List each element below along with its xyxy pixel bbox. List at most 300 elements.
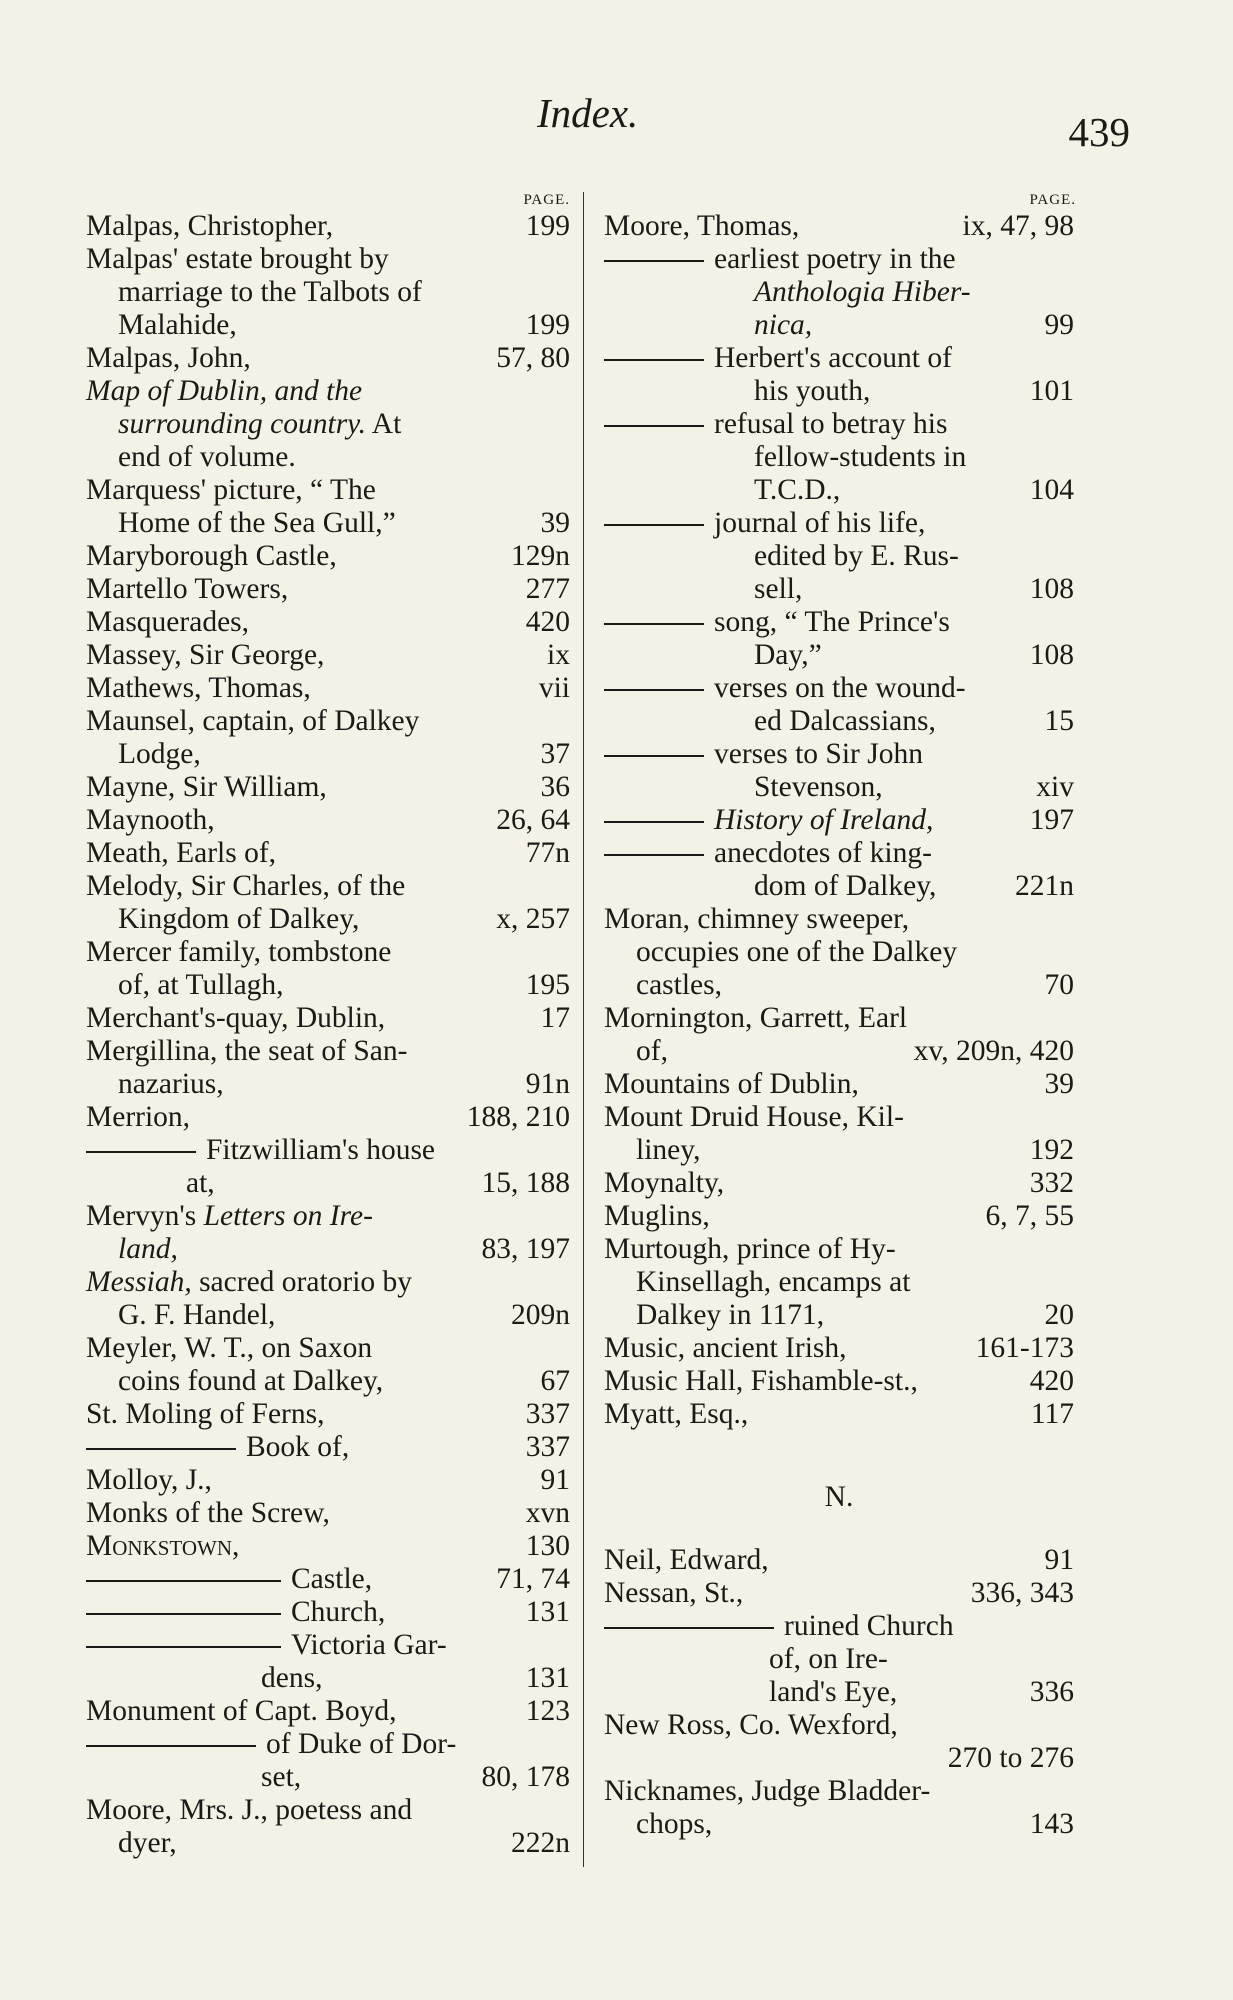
entry-text [86,1695,397,1727]
entry-text [86,1728,456,1760]
entry-text [86,1629,447,1661]
entry-text-part: Fitzwilliam's house [206,1134,436,1166]
page-reference: 420 [525,606,570,638]
entry-text-part: Muglins, [604,1200,710,1232]
entry-text-part: Church, [291,1596,386,1628]
entry-text [604,276,971,308]
entry-text [604,1808,712,1840]
page-reference: xvn [525,1497,570,1529]
entry-text-part: of, at Tullagh, [118,969,284,1001]
page-reference: 99 [1044,309,1074,341]
entry-text [604,1167,724,1199]
page-reference: 161-173 [975,1332,1074,1364]
entry-text [604,1101,904,1133]
entry-text-part: Molloy, J., [86,1464,212,1496]
entry-text [86,1332,372,1364]
ditto-dash [604,821,704,823]
index-entry-line [86,1563,570,1596]
page-reference: 39 [540,507,570,539]
entry-text-part: Marquess' picture, “ The [86,474,376,506]
entry-text-part: occupies one of the Dalkey [636,936,958,968]
entry-text-part: Moore, Thomas, [604,210,800,242]
index-entry-line [86,1827,570,1860]
entry-text-part: land, [118,1233,178,1265]
entry-text-part: of, on Ire- [769,1643,888,1675]
ditto-dash [604,359,704,361]
entry-text-part: Music Hall, Fishamble-st., [604,1365,918,1397]
index-entry-line [86,672,570,705]
index-entry-line [86,540,570,573]
index-entry-line [86,804,570,837]
entry-text-part: land's Eye, [769,1676,898,1708]
index-entry-line [604,705,1074,738]
entry-text-part: Herbert's account of [714,342,952,374]
ditto-dash [86,1745,256,1747]
index-entry-line [604,837,1074,870]
entry-text-part: castles, [636,969,723,1001]
index-entry-line [86,639,570,672]
entry-text-part: Stevenson, [754,771,883,803]
entry-text-part: Nicknames, Judge Bladder- [604,1775,931,1807]
entry-text-part: nica, [754,309,813,341]
index-entry-line [86,1596,570,1629]
index-entry-line [604,1167,1074,1200]
entry-text-part: Meath, Earls of, [86,837,277,869]
page-reference: 57, 80 [496,342,570,374]
index-entry-line [86,441,570,474]
page-reference: 337 [525,1398,570,1430]
entry-text-part: Maunsel, captain, of Dalkey [86,705,420,737]
index-entry-line [86,771,570,804]
index-entry-line [86,1398,570,1431]
entry-text-part: earliest poetry in the [714,243,956,275]
entry-text [86,309,237,341]
entry-text-part: refusal to betray his [714,408,948,440]
ditto-dash [604,1627,774,1629]
entry-text [604,639,822,671]
entry-text [604,309,812,341]
entry-text [604,1544,769,1576]
page-reference: 332 [1029,1167,1074,1199]
page-reference: 67 [540,1365,570,1397]
entry-text [604,1643,888,1675]
index-entry-line [86,1266,570,1299]
index-entry-line [604,738,1074,771]
entry-text-part: surrounding country. [118,408,367,440]
page-reference: 199 [525,210,570,242]
page-reference: 91 [540,1464,570,1496]
index-entry-line [604,969,1074,1002]
page-reference: ix, 47, 98 [962,210,1074,242]
page-reference: 39 [1044,1068,1074,1100]
entry-text [86,573,288,605]
entry-text-part: Mergillina, the seat of San- [86,1035,408,1067]
page-reference: 26, 64 [496,804,570,836]
page-reference: 77n [525,837,570,869]
entry-text-part: Malpas, John, [86,342,251,374]
entry-text-part: St. Moling of Ferns, [86,1398,325,1430]
index-entry-line [604,1398,1074,1431]
page-reference: 91n [525,1068,570,1100]
entry-text [86,969,284,1001]
entry-text [86,342,251,374]
entry-text [604,1742,636,1774]
entry-text [86,870,405,902]
index-entry-line [604,342,1074,375]
entry-text [604,1200,710,1232]
ditto-dash [604,854,704,856]
entry-text [604,408,947,440]
entry-text-part: Maynooth, [86,804,215,836]
entry-text-part: Victoria Gar- [291,1629,447,1661]
entry-text-part: Massey, Sir George, [86,639,325,671]
entry-text [604,837,932,869]
index-entry-line [86,507,570,540]
entry-text [86,1530,239,1562]
entry-text-part: New Ross, Co. Wexford, [604,1709,898,1741]
entry-text-part: end of volume. [118,441,296,473]
index-entry-line [604,1134,1074,1167]
entry-text [604,342,952,374]
entry-text-part: journal of his life, [714,507,926,539]
index-entry-line [86,1167,570,1200]
entry-text-part: Monkstown, [86,1530,240,1562]
entry-text-part: marriage to the Talbots of [118,276,422,308]
ditto-dash [86,1151,196,1153]
index-entry-line [604,936,1074,969]
page-column-label: PAGE. [523,192,570,208]
entry-text-part: verses on the wound- [714,672,966,704]
index-entry-line [604,1544,1074,1577]
entry-text [86,375,362,407]
entry-text-part: his youth, [754,375,871,407]
entry-text-part: Kinsellagh, encamps at [636,1266,911,1298]
entry-text [604,474,840,506]
index-entry-line [604,870,1074,903]
section-letter: N. [824,1481,854,1513]
index-entry-line [86,276,570,309]
entry-text [86,1266,412,1298]
entry-text [604,1134,700,1166]
entry-text-part: Masquerades, [86,606,250,638]
page-reference: 197 [1029,804,1074,836]
index-entry-line [604,903,1074,936]
index-entry-line [86,1530,570,1563]
page-reference: 108 [1029,573,1074,605]
page-reference: 71, 74 [496,1563,570,1595]
entry-text [86,1827,177,1859]
entry-text [604,672,966,704]
ditto-dash [604,524,704,526]
page-reference: 6, 7, 55 [985,1200,1074,1232]
index-entry-line [604,1068,1074,1101]
index-entry-line [604,771,1074,804]
page-reference: 337 [525,1431,570,1463]
entry-text-part: Letters on Ire- [203,1200,373,1232]
entry-text-part: liney, [636,1134,701,1166]
index-entry-line [604,606,1074,639]
index-entry-line [86,1497,570,1530]
page-reference: 104 [1029,474,1074,506]
entry-text-part: chops, [636,1808,713,1840]
index-entry-line [86,1464,570,1497]
page-number: 439 [1068,109,1130,155]
index-entry-line [86,870,570,903]
index-entry-line [604,276,1074,309]
entry-text-part: Home of the Sea Gull,” [118,507,396,539]
entry-text-part: dens, [261,1662,323,1694]
page-reference: 209n [511,1299,570,1331]
entry-text-part: dyer, [118,1827,177,1859]
index-entry-line [604,1577,1074,1610]
entry-text [86,1794,412,1826]
index-entry-line [604,540,1074,573]
page-reference: 20 [1044,1299,1074,1331]
entry-text [86,210,333,242]
entry-text-part: Merrion, [86,1101,191,1133]
page-reference: 131 [525,1662,570,1694]
index-column-right [604,190,1074,1841]
ditto-dash [604,623,704,625]
entry-text-part: Moran, chimney sweeper, [604,903,910,935]
entry-text-part: edited by E. Rus- [754,540,959,572]
index-entry-line [604,1709,1074,1742]
column-divider [583,192,584,1867]
entry-text-part: Anthologia Hiber- [754,276,971,308]
entry-text-part: verses to Sir John [714,738,923,770]
page-reference: 222n [511,1827,570,1859]
entry-text [86,804,215,836]
page-reference: 37 [540,738,570,770]
index-entry-line [86,408,570,441]
entry-text-part: coins found at Dalkey, [118,1365,384,1397]
entry-text [86,540,337,572]
entry-text-part: nazarius, [118,1068,224,1100]
index-entry-line [86,243,570,276]
entry-text [604,804,933,836]
index-entry-line [86,1200,570,1233]
entry-text-part: At [366,408,402,440]
page-reference: 83, 197 [481,1233,570,1265]
entry-text [86,243,389,275]
page-reference: 131 [525,1596,570,1628]
entry-text [604,1233,896,1265]
index-entry-line [86,738,570,771]
entry-text-part: Malpas' estate brought by [86,243,389,275]
page-reference: 195 [525,969,570,1001]
ditto-dash [604,260,704,262]
entry-text [604,870,936,902]
page-reference: 420 [1029,1365,1074,1397]
entry-text [604,1775,930,1807]
index-entry-line [604,210,1074,243]
index-entry-line [604,375,1074,408]
index-entry-line [86,1299,570,1332]
entry-text [604,771,883,803]
entry-text-part: sell, [754,573,803,605]
entry-text-part: Mountains of Dublin, [604,1068,859,1100]
entry-text-part: Mornington, Garrett, Earl [604,1002,908,1034]
entry-text-part: Moore, Mrs. J., poetess and [86,1794,413,1826]
entry-text-part: anecdotes of king- [714,837,932,869]
entry-text-part: Melody, Sir Charles, of the [86,870,406,902]
index-entry-line [86,375,570,408]
entry-text [86,1299,275,1331]
entry-text [604,1002,907,1034]
ditto-dash [604,755,704,757]
index-entry-line [86,1002,570,1035]
entry-text-part: set, [261,1761,302,1793]
index-entry-line [604,1643,1074,1676]
page-reference: 143 [1029,1808,1074,1840]
index-entry-line [86,903,570,936]
entry-text-part: Mayne, Sir William, [86,771,327,803]
index-entry-line [86,1101,570,1134]
entry-text-part: Murtough, prince of Hy- [604,1233,896,1265]
entry-text-part: at, [186,1167,215,1199]
ditto-dash [86,1580,281,1582]
page-reference: 36 [540,771,570,803]
entry-text [86,1365,383,1397]
entry-text-part: Mathews, Thomas, [86,672,311,704]
ditto-dash [86,1448,236,1450]
entry-text-part: fellow-students in [754,441,967,473]
page-reference: 270 to 276 [947,1742,1074,1774]
entry-text-part: G. F. Handel, [118,1299,276,1331]
index-entry-line [604,573,1074,606]
index-entry-line [604,507,1074,540]
index-entry-line [604,672,1074,705]
index-entry-line [604,1775,1074,1808]
entry-text [604,507,925,539]
entry-text [604,210,799,242]
entry-text-part: ruined Church [784,1610,954,1642]
entry-text-part: Neil, Edward, [604,1544,769,1576]
entry-text-part: song, “ The Prince's [714,606,950,638]
index-entry-line [604,243,1074,276]
index-entry-line [86,1134,570,1167]
entry-text-part: History of Ireland, [714,804,934,836]
entry-text [86,1200,373,1232]
entry-text [604,1035,668,1067]
entry-text [86,1761,301,1793]
index-entry-line [604,639,1074,672]
page-reference: xiv [1036,771,1074,803]
entry-text [604,738,923,770]
entry-text [604,903,909,935]
entry-text [86,1233,178,1265]
entry-text-part: Mercer family, tombstone [86,936,392,968]
index-entry-line [86,1662,570,1695]
index-entry-line [604,1299,1074,1332]
entry-text-part: Day,” [754,639,822,671]
entry-text [604,243,956,275]
page-column-label: PAGE. [1029,192,1076,208]
running-head: Index. [537,90,639,136]
entry-text-part: Lodge, [118,738,201,770]
entry-text-part: Castle, [291,1563,373,1595]
entry-text [604,540,959,572]
page-reference: 123 [525,1695,570,1727]
page-reference: 80, 178 [481,1761,570,1793]
entry-text-part: dom of Dalkey, [754,870,937,902]
index-entry-line [604,309,1074,342]
entry-text [86,1398,324,1430]
ditto-dash [86,1613,281,1615]
page-reference: 15, 188 [481,1167,570,1199]
entry-text [604,375,870,407]
entry-text [86,441,296,473]
page-reference: 129n [511,540,570,572]
entry-text [86,408,401,440]
entry-text-part: Book of, [246,1431,350,1463]
entry-text [86,738,201,770]
page-reference: 221n [1015,870,1074,902]
index-entry-line [86,474,570,507]
page-reference: x, 257 [496,903,570,935]
entry-text-part: ed Dalcassians, [754,705,936,737]
entry-text-part: Meyler, W. T., on Saxon [86,1332,373,1364]
page-reference: xv, 209n, 420 [913,1035,1074,1067]
index-entry-line [86,1761,570,1794]
entry-text [604,936,957,968]
index-entry-line [86,1233,570,1266]
entry-text [86,936,391,968]
entry-text [86,705,419,737]
entry-text [86,672,311,704]
index-entry-line [86,1332,570,1365]
ditto-dash [604,689,704,691]
entry-text-part: Malpas, Christopher, [86,210,334,242]
page-reference: 117 [1030,1398,1074,1430]
entry-text [86,606,249,638]
page-reference: 108 [1029,639,1074,671]
index-entry-line [86,705,570,738]
entry-text [86,1101,190,1133]
entry-text [604,1676,897,1708]
index-entry-line [604,1808,1074,1841]
page-reference: 101 [1029,375,1074,407]
page-reference: 130 [525,1530,570,1562]
entry-text [604,1068,859,1100]
page-reference: 188, 210 [466,1101,570,1133]
index-entry-line [86,1431,570,1464]
entry-text [86,1167,215,1199]
page-reference: 199 [525,309,570,341]
entry-text [86,837,276,869]
entry-text-part: Moynalty, [604,1167,725,1199]
index-entry-line [86,342,570,375]
index-entry-line [604,804,1074,837]
index-entry-line [604,474,1074,507]
index-entry-line [86,1695,570,1728]
entry-text [86,1497,330,1529]
page-reference: vii [538,672,570,704]
index-entry-line [86,1068,570,1101]
page-reference: 15 [1044,705,1074,737]
index-entry-line [86,1629,570,1662]
index-entry-line [604,1233,1074,1266]
entry-text-part: Kingdom of Dalkey, [118,903,360,935]
index-entry-line [604,1035,1074,1068]
entry-text [604,573,802,605]
index-entry-line [86,1794,570,1827]
entry-text [86,903,359,935]
entry-text [86,639,324,671]
entry-text [604,1266,910,1298]
entry-text-part: Nessan, St., [604,1577,744,1609]
entry-text [604,1610,954,1642]
